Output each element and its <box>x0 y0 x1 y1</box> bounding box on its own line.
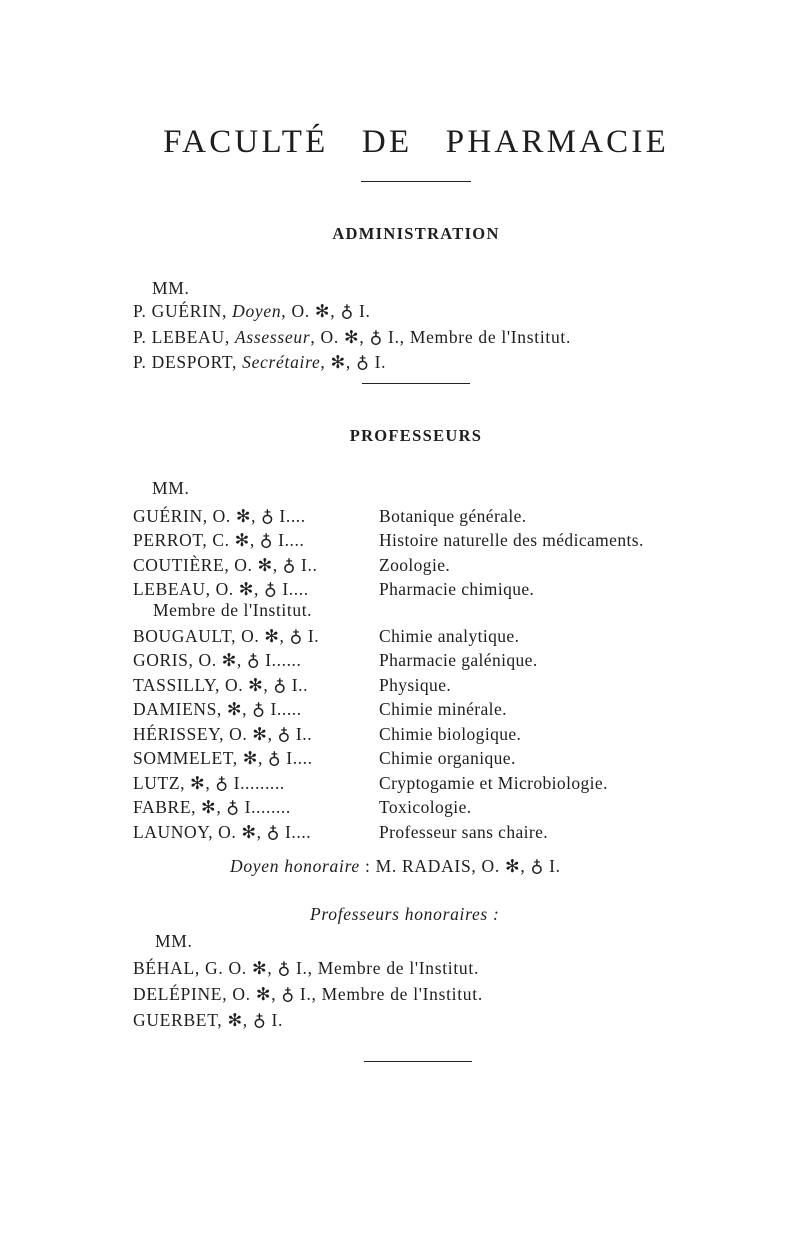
doyen-honoraire: Doyen honoraire : M. RADAIS, O. ✻, ♁ I. <box>230 856 561 876</box>
professor-subject: Toxicologie. <box>379 797 472 817</box>
professeurs-heading: PROFESSEURS <box>349 426 483 445</box>
title-divider <box>361 181 471 182</box>
administration-heading: ADMINISTRATION <box>332 224 500 243</box>
professor-name: BOUGAULT, O. ✻, ♁ I. <box>133 626 320 646</box>
professor-name: GORIS, O. ✻, ♁ I...... <box>133 650 302 670</box>
professor-name: SOMMELET, ✻, ♁ I.... <box>133 748 313 768</box>
professor-name: GUÉRIN, O. ✻, ♁ I.... <box>133 506 306 526</box>
professor-subject: Histoire naturelle des médicaments. <box>379 530 644 550</box>
honoraires-mm: MM. <box>155 931 193 951</box>
honorary-row: DELÉPINE, O. ✻, ♁ I., Membre de l'Institut. <box>133 984 483 1004</box>
professor-name: LEBEAU, O. ✻, ♁ I.... <box>133 579 309 599</box>
admin-row: P. LEBEAU, Assesseur, O. ✻, ♁ I., Membre de l'Institut. <box>133 327 572 347</box>
bottom-divider <box>364 1061 472 1062</box>
professor-subject: Pharmacie galénique. <box>379 650 538 670</box>
professor-name: LUTZ, ✻, ♁ I......... <box>133 773 285 793</box>
honorary-row: BÉHAL, G. O. ✻, ♁ I., Membre de l'Institut. <box>133 958 480 978</box>
professor-note: Membre de l'Institut. <box>153 600 313 620</box>
professor-name: FABRE, ✻, ♁ I........ <box>133 797 291 817</box>
professor-subject: Pharmacie chimique. <box>379 579 535 599</box>
administration-mm: MM. <box>152 278 190 298</box>
professor-name: TASSILLY, O. ✻, ♁ I.. <box>133 675 309 695</box>
professor-subject: Chimie analytique. <box>379 626 520 646</box>
professor-subject: Physique. <box>379 675 452 695</box>
professeurs-mm: MM. <box>152 478 190 498</box>
professor-name: DAMIENS, ✻, ♁ I..... <box>133 699 302 719</box>
professor-name: COUTIÈRE, O. ✻, ♁ I.. <box>133 555 318 575</box>
honorary-row: GUERBET, ✻, ♁ I. <box>133 1010 284 1030</box>
page-title: FACULTÉ DE PHARMACIE <box>163 124 669 160</box>
professor-subject: Chimie minérale. <box>379 699 507 719</box>
admin-row: P. DESPORT, Secrétaire, ✻, ♁ I. <box>133 352 387 372</box>
professor-subject: Professeur sans chaire. <box>379 822 549 842</box>
professor-name: PERROT, C. ✻, ♁ I.... <box>133 530 305 550</box>
professor-subject: Zoologie. <box>379 555 451 575</box>
professor-name: LAUNOY, O. ✻, ♁ I.... <box>133 822 312 842</box>
professor-name: HÉRISSEY, O. ✻, ♁ I.. <box>133 724 313 744</box>
honoraires-heading: Professeurs honoraires : <box>310 904 500 924</box>
professor-subject: Chimie organique. <box>379 748 516 768</box>
administration-divider <box>362 383 470 384</box>
professor-subject: Botanique générale. <box>379 506 527 526</box>
professor-subject: Cryptogamie et Microbiologie. <box>379 773 608 793</box>
professor-subject: Chimie biologique. <box>379 724 522 744</box>
admin-row: P. GUÉRIN, Doyen, O. ✻, ♁ I. <box>133 301 371 321</box>
